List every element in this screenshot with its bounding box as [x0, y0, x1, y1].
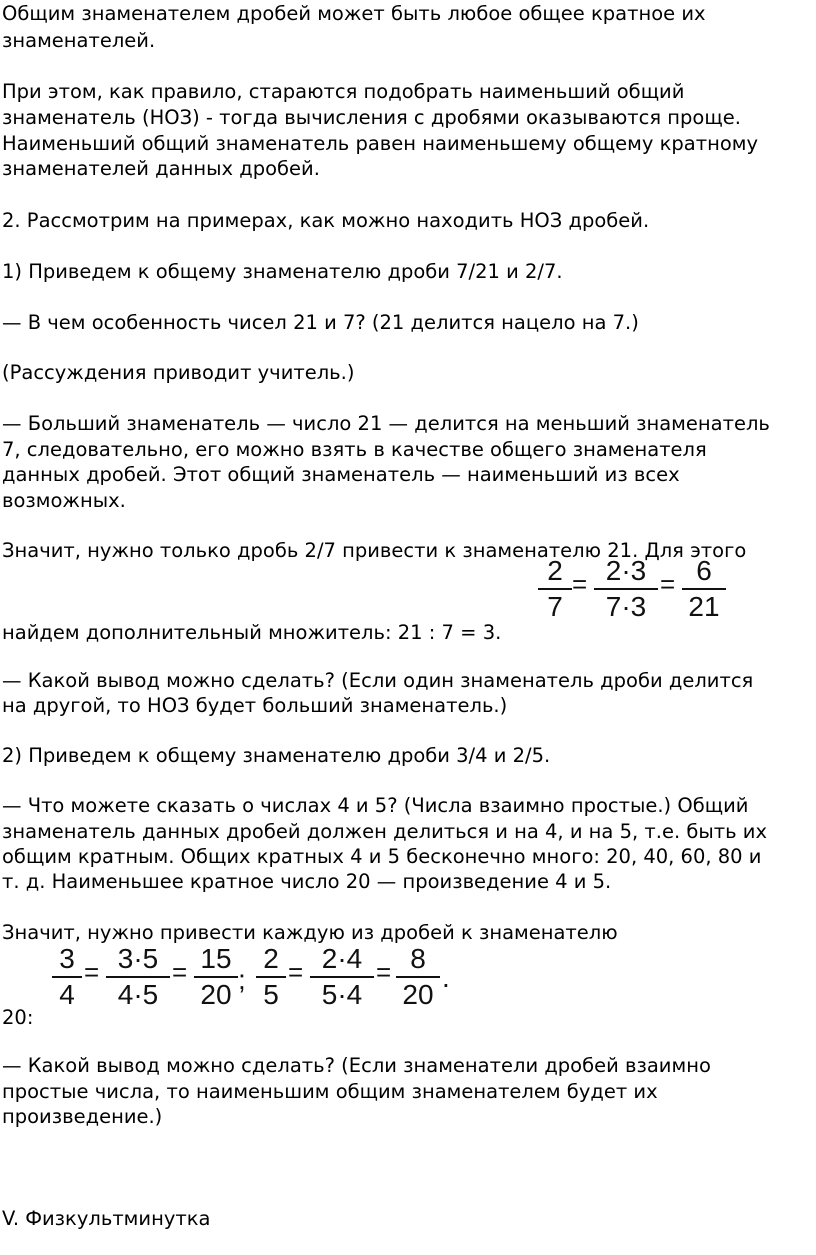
- period: .: [442, 962, 450, 993]
- equals-sign: =: [84, 957, 100, 987]
- fraction: 3 4: [52, 944, 82, 1010]
- fraction-formula-3-4-and-2-5: [52, 944, 452, 1028]
- text-line: — Какой вывод можно сделать? (Если один знаменатель дроби делится: [2, 669, 754, 692]
- fraction-formula-2-7: [538, 556, 738, 640]
- fraction: 6 21: [682, 556, 726, 622]
- text-line: (Рассуждения приводит учитель.): [2, 361, 355, 384]
- text-line: найдем дополнительный множитель: 21 : 7 = 3.: [2, 621, 502, 644]
- section-heading: V. Физкультминутка: [2, 1207, 211, 1230]
- equals-sign: =: [376, 957, 392, 987]
- text-line: общим кратным. Общих кратных 4 и 5 бесконечно много: 20, 40, 60, 80 и: [2, 845, 762, 868]
- text-line: возможных.: [2, 489, 126, 512]
- text-line: на другой, то НОЗ будет больший знаменатель.): [2, 694, 508, 717]
- text-line: Значит, нужно привести каждую из дробей к знаменателю: [2, 921, 618, 944]
- equals-sign: =: [172, 957, 188, 987]
- fraction: 2·4 5·4: [310, 944, 374, 1010]
- text-line: — Больший знаменатель — число 21 — делится на меньший знаменатель: [2, 412, 770, 435]
- fraction: 2 7: [538, 556, 572, 622]
- text-line: знаменатель данных дробей должен делиться и на 4, и на 5, т.е. быть их: [2, 820, 768, 843]
- text-line: 7, следовательно, его можно взять в качестве общего знаменателя: [2, 438, 707, 461]
- text-line: знаменатель (НОЗ) - тогда вычисления с дробями оказываются проще.: [2, 106, 741, 129]
- text-line: знаменателей данных дробей.: [2, 157, 320, 180]
- equals-sign: =: [572, 569, 588, 599]
- text-line: 2. Рассмотрим на примерах, как можно находить НОЗ дробей.: [2, 209, 650, 232]
- fraction-bar: [310, 976, 374, 978]
- fraction-bar: [256, 976, 286, 978]
- text-line: 1) Приведем к общему знаменателю дроби 7/21 и 2/7.: [2, 260, 563, 283]
- text-line: произведение.): [2, 1105, 163, 1128]
- text-line: При этом, как правило, стараются подобрать наименьший общий: [2, 80, 685, 103]
- text-line: простые числа, то наименьшим общим знаменателем будет их: [2, 1080, 658, 1103]
- text-line: — Что можете сказать о числах 4 и 5? (Числа взаимно простые.) Общий: [2, 794, 749, 817]
- fraction: 2 5: [256, 944, 286, 1010]
- fraction-bar: [538, 588, 572, 590]
- text-line: — Какой вывод можно сделать? (Если знаменатели дробей взаимно: [2, 1054, 711, 1077]
- fraction-bar: [396, 976, 440, 978]
- fraction: 15 20: [194, 944, 238, 1010]
- text-line: 20:: [2, 1006, 34, 1029]
- fraction-bar: [194, 976, 238, 978]
- text-line: — В чем особенность чисел 21 и 7? (21 делится нацело на 7.): [2, 311, 639, 334]
- fraction: 8 20: [396, 944, 440, 1010]
- semicolon: ;: [238, 964, 246, 995]
- text-line: знаменателей.: [2, 29, 156, 52]
- fraction: 3·5 4·5: [106, 944, 170, 1010]
- text-line: Значит, нужно только дробь 2/7 привести к знаменателю 21. Для этого: [2, 539, 747, 562]
- fraction-bar: [52, 976, 82, 978]
- text-line: Наименьший общий знаменатель равен наименьшему общему кратному: [2, 132, 759, 155]
- text-line: Общим знаменателем дробей может быть любое общее кратное их: [2, 2, 706, 25]
- equals-sign: =: [660, 569, 676, 599]
- fraction-bar: [682, 588, 726, 590]
- fraction-bar: [594, 588, 658, 590]
- equals-sign: =: [288, 957, 304, 987]
- text-line: данных дробей. Этот общий знаменатель — наименьший из всех: [2, 463, 680, 486]
- fraction-bar: [106, 976, 170, 978]
- text-line: т. д. Наименьшее кратное число 20 — произведение 4 и 5.: [2, 870, 612, 893]
- text-line: 2) Приведем к общему знаменателю дроби 3/4 и 2/5.: [2, 744, 551, 767]
- fraction: 2·3 7·3: [594, 556, 658, 622]
